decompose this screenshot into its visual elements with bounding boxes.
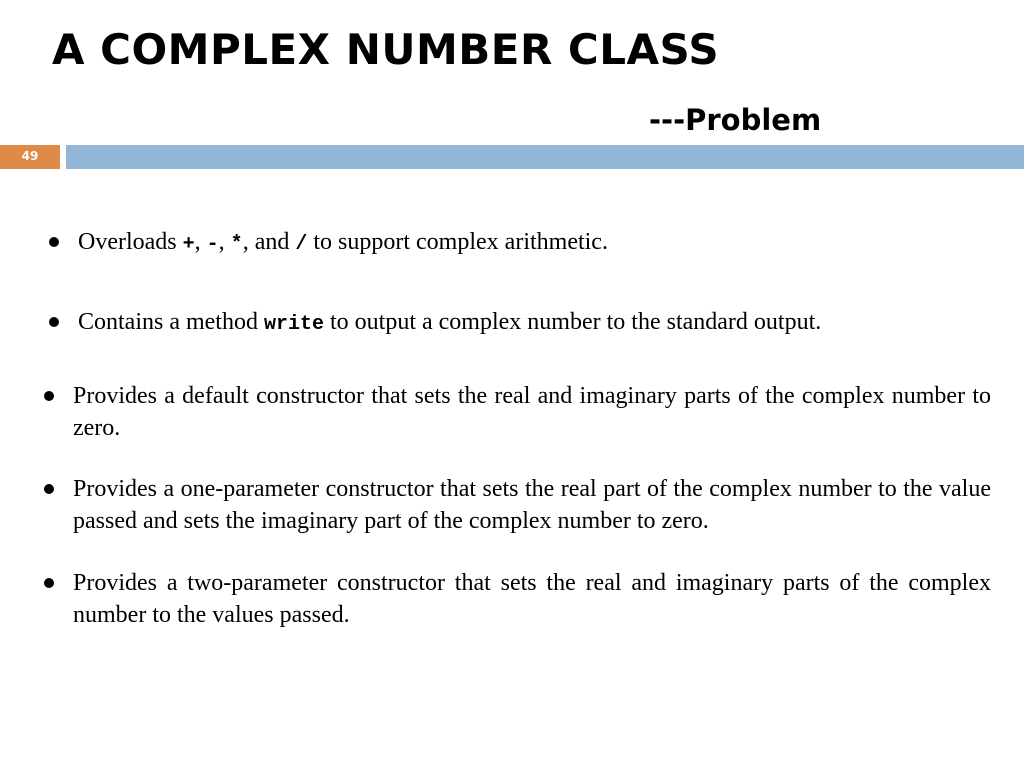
operator-minus-code: - — [206, 233, 219, 256]
slide-title: A COMPLEX NUMBER CLASS — [52, 25, 720, 74]
bullet-item-overloads — [78, 226, 718, 261]
bullet-item-two-param-constructor — [73, 567, 991, 631]
bullet-dot-icon — [44, 391, 54, 401]
text-segment: , and — [242, 229, 296, 255]
text-segment: , — [218, 229, 231, 255]
text-segment: Contains a method — [78, 309, 264, 335]
operator-divide-code: / — [295, 233, 308, 256]
bullet-item-one-param-constructor — [73, 473, 991, 537]
bullet-text: Provides a one-parameter constructor that sets the real part of the complex number to the value passed and sets the imaginary part of the complex number to zero. — [73, 476, 991, 534]
bullet-item-write-method — [78, 306, 938, 341]
write-method-code: write — [263, 313, 324, 336]
bullet-text — [78, 226, 718, 261]
bullet-dot-icon — [49, 317, 59, 327]
slide-number-badge: 49 — [0, 145, 60, 169]
operator-plus-code: + — [182, 233, 195, 256]
bullet-item-default-constructor — [73, 380, 991, 444]
header-divider-bar — [66, 145, 1024, 169]
bullet-text — [78, 306, 938, 341]
bullet-text: Provides a two-parameter constructor that sets the real and imaginary parts of the complex number to the values passed. — [73, 570, 991, 628]
slide-subtitle: ---Problem — [649, 103, 822, 137]
operator-multiply-code: * — [230, 233, 243, 256]
text-segment: Overloads — [78, 229, 183, 255]
text-segment: to support complex arithmetic. — [307, 229, 608, 255]
bullet-dot-icon — [44, 578, 54, 588]
bullet-dot-icon — [44, 484, 54, 494]
bullet-dot-icon — [49, 237, 59, 247]
text-segment: , — [194, 229, 207, 255]
bullet-text: Provides a default constructor that sets the real and imaginary parts of the complex number to zero. — [73, 383, 991, 441]
text-segment: to output a complex number to the standard output. — [324, 309, 822, 335]
